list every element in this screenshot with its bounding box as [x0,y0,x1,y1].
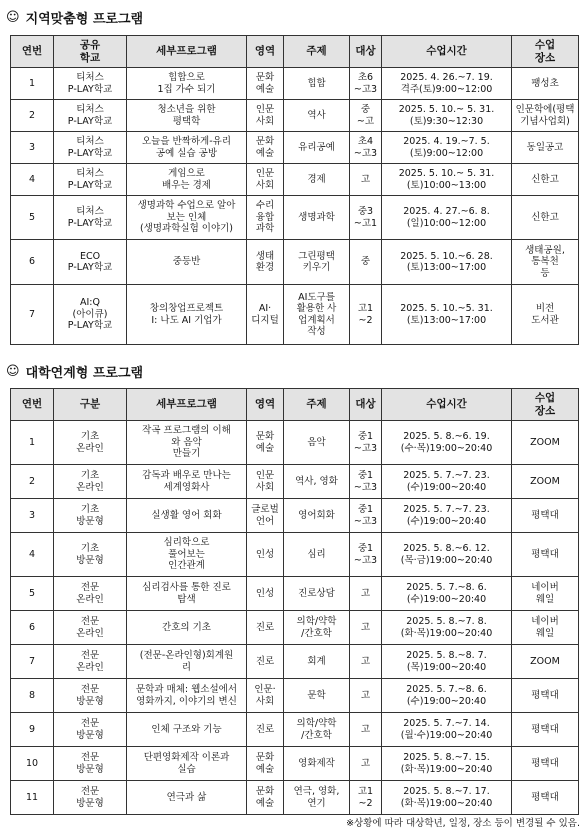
cell-no: 11 [11,781,54,815]
cell-place: 평택대 [512,747,579,781]
cell-group: 티처스 P-LAY학교 [54,132,127,164]
header-place: 수업 장소 [512,389,579,421]
cell-no: 2 [11,100,54,132]
table-row [11,421,579,465]
cell-target: 중3 ~고1 [350,196,382,240]
cell-program: 힙합으로 1집 가수 되기 [127,68,247,100]
cell-program: 감독과 배우로 만나는 세계영화사 [127,465,247,499]
table-row [11,499,579,533]
cell-place: 비전 도서관 [512,285,579,345]
table-row [11,196,579,240]
cell-time: 2025. 5. 8.~6. 12. (목·금)19:00~20:40 [382,533,512,577]
cell-topic: 유리공예 [284,132,350,164]
cell-topic: 문학 [284,679,350,713]
table-row [11,713,579,747]
cell-no: 6 [11,611,54,645]
table-row [11,533,579,577]
cell-no: 4 [11,533,54,577]
cell-topic: 역사, 영화 [284,465,350,499]
table-header-row [11,36,579,68]
header-group: 공유 학교 [54,36,127,68]
cell-area: 생태 환경 [247,240,284,285]
cell-program: 오늘을 반짝하게-유리 공예 실습 공방 [127,132,247,164]
cell-target: 고1 ~2 [350,781,382,815]
cell-place: ZOOM [512,421,579,465]
cell-place: 신한고 [512,164,579,196]
smiley-icon: ☺ [6,10,20,25]
cell-program: 생명과학 수업으로 알아 보는 인체 (생명과학실험 이야기) [127,196,247,240]
cell-time: 2025. 5. 7.~7. 23. (수)19:00~20:40 [382,499,512,533]
cell-area: 문화 예술 [247,421,284,465]
cell-target: 중 [350,240,382,285]
section-title-university-text: 대학연계형 프로그램 [25,366,144,381]
cell-target: 고 [350,747,382,781]
cell-time: 2025. 5. 10.~5. 31. (토)13:00~17:00 [382,285,512,345]
cell-time: 2025. 4. 27.~6. 8. (일)10:00~12:00 [382,196,512,240]
cell-place: 평택대 [512,679,579,713]
cell-topic: 생명과학 [284,196,350,240]
cell-target: 고 [350,164,382,196]
cell-area: 글로벌 언어 [247,499,284,533]
cell-target: 중 ~고 [350,100,382,132]
cell-time: 2025. 5. 10.~ 5. 31. (토)10:00~13:00 [382,164,512,196]
cell-place: 팽성초 [512,68,579,100]
cell-program: 단편영화제작 이론과 실습 [127,747,247,781]
header-group: 구분 [54,389,127,421]
cell-no: 3 [11,132,54,164]
cell-target: 고 [350,611,382,645]
cell-no: 5 [11,196,54,240]
cell-topic: 영화제작 [284,747,350,781]
cell-area: 인문 사회 [247,164,284,196]
cell-topic: 영어회화 [284,499,350,533]
cell-area: 진로 [247,645,284,679]
cell-topic: 심리 [284,533,350,577]
cell-program: 실생활 영어 회화 [127,499,247,533]
cell-group: ECO P-LAY학교 [54,240,127,285]
header-target: 대상 [350,389,382,421]
cell-area: 문화 예술 [247,781,284,815]
cell-group: 전문 방문형 [54,679,127,713]
cell-program: 인체 구조와 기능 [127,713,247,747]
cell-target: 중1 ~고3 [350,465,382,499]
header-topic: 주제 [284,389,350,421]
cell-target: 초4 ~고3 [350,132,382,164]
cell-program: 게임으로 배우는 경제 [127,164,247,196]
table-row [11,747,579,781]
cell-time: 2025. 5. 8.~8. 7. (목)19:00~20:40 [382,645,512,679]
cell-program: 창의창업프로젝트 I: 나도 AI 기업가 [127,285,247,345]
cell-program: 청소년을 위한 평택학 [127,100,247,132]
cell-place: 신한고 [512,196,579,240]
header-place: 수업 장소 [512,36,579,68]
cell-target: 고 [350,713,382,747]
header-program: 세부프로그램 [127,36,247,68]
cell-group: 전문 방문형 [54,781,127,815]
cell-group: 티처스 P-LAY학교 [54,196,127,240]
cell-topic: 연극, 영화, 연기 [284,781,350,815]
cell-time: 2025. 5. 8.~7. 15. (화·목)19:00~20:40 [382,747,512,781]
cell-group: 전문 온라인 [54,645,127,679]
cell-program: (전문-온라인형)회계원 리 [127,645,247,679]
header-area: 영역 [247,389,284,421]
section-title-local-text: 지역맞춤형 프로그램 [25,12,144,27]
cell-place: ZOOM [512,645,579,679]
cell-time: 2025. 4. 19.~7. 5. (토)9:00~12:00 [382,132,512,164]
table-row [11,240,579,285]
table-row [11,611,579,645]
section-title-local [6,8,143,27]
cell-time: 2025. 5. 7.~8. 6. (수)19:00~20:40 [382,679,512,713]
cell-area: 인성 [247,577,284,611]
cell-target: 고1 ~2 [350,285,382,345]
cell-target: 고 [350,679,382,713]
header-program: 세부프로그램 [127,389,247,421]
cell-area: 문화 예술 [247,132,284,164]
cell-group: 티처스 P-LAY학교 [54,68,127,100]
cell-area: 수리 융합 과학 [247,196,284,240]
cell-topic: 의학/약학 /간호학 [284,611,350,645]
cell-area: 인문· 사회 [247,679,284,713]
cell-time: 2025. 5. 7.~7. 23. (수)19:00~20:40 [382,465,512,499]
cell-place: ZOOM [512,465,579,499]
cell-no: 1 [11,68,54,100]
header-time: 수업시간 [382,36,512,68]
cell-area: 인문 사회 [247,100,284,132]
cell-target: 고 [350,645,382,679]
cell-group: AI:Q (아이큐) P-LAY학교 [54,285,127,345]
cell-program: 연극과 삶 [127,781,247,815]
cell-time: 2025. 5. 10.~6. 28. (토)13:00~17:00 [382,240,512,285]
cell-area: 진로 [247,713,284,747]
cell-program: 중등반 [127,240,247,285]
cell-group: 전문 온라인 [54,577,127,611]
header-topic: 주제 [284,36,350,68]
cell-no: 7 [11,285,54,345]
header-no: 연번 [11,389,54,421]
local-program-table [10,35,579,345]
cell-no: 1 [11,421,54,465]
header-time: 수업시간 [382,389,512,421]
cell-area: AI· 디지털 [247,285,284,345]
table-row [11,679,579,713]
cell-time: 2025. 5. 7.~7. 14. (월·수)19:00~20:40 [382,713,512,747]
cell-target: 초6 ~고3 [350,68,382,100]
cell-place: 네이버 웨일 [512,577,579,611]
table-row [11,164,579,196]
table-row [11,285,579,345]
cell-group: 전문 온라인 [54,611,127,645]
cell-target: 중1 ~고3 [350,499,382,533]
cell-time: 2025. 5. 10.~ 5. 31. (토)9:30~12:30 [382,100,512,132]
cell-program: 문학과 매체: 웹소설에서 영화까지, 이야기의 변신 [127,679,247,713]
cell-place: 동일공고 [512,132,579,164]
cell-no: 8 [11,679,54,713]
table-row [11,68,579,100]
table-header-row [11,389,579,421]
cell-target: 중1 ~고3 [350,533,382,577]
cell-place: 평택대 [512,781,579,815]
cell-topic: 의학/약학 /간호학 [284,713,350,747]
cell-topic: 힙합 [284,68,350,100]
cell-time: 2025. 4. 26.~7. 19. 격주(토)9:00~12:00 [382,68,512,100]
section-title-university [6,362,143,381]
cell-no: 9 [11,713,54,747]
cell-no: 5 [11,577,54,611]
footnote: ※상황에 따라 대상학년, 일정, 장소 등이 변경될 수 있음. [346,818,580,829]
cell-target: 고 [350,577,382,611]
cell-group: 기초 방문형 [54,499,127,533]
cell-no: 3 [11,499,54,533]
university-program-table [10,388,579,815]
cell-no: 7 [11,645,54,679]
cell-place: 평택대 [512,713,579,747]
cell-topic: 역사 [284,100,350,132]
cell-no: 6 [11,240,54,285]
cell-topic: 경제 [284,164,350,196]
cell-program: 심리검사를 통한 진로 탐색 [127,577,247,611]
cell-group: 티처스 P-LAY학교 [54,164,127,196]
cell-program: 심리학으로 풀어보는 인간관계 [127,533,247,577]
table-row [11,465,579,499]
cell-area: 진로 [247,611,284,645]
cell-program: 간호의 기초 [127,611,247,645]
smiley-icon: ☺ [6,364,20,379]
cell-topic: 그린평택 키우기 [284,240,350,285]
cell-program: 작곡 프로그램의 이해 와 음악 만들기 [127,421,247,465]
cell-topic: 음악 [284,421,350,465]
cell-place: 평택대 [512,533,579,577]
cell-group: 기초 온라인 [54,421,127,465]
table-row [11,577,579,611]
cell-area: 문화 예술 [247,747,284,781]
cell-time: 2025. 5. 8.~6. 19. (수·목)19:00~20:40 [382,421,512,465]
cell-area: 문화 예술 [247,68,284,100]
cell-area: 인성 [247,533,284,577]
cell-group: 기초 방문형 [54,533,127,577]
cell-group: 전문 방문형 [54,713,127,747]
cell-place: 평택대 [512,499,579,533]
cell-time: 2025. 5. 8.~7. 8. (화·목)19:00~20:40 [382,611,512,645]
cell-no: 2 [11,465,54,499]
header-target: 대상 [350,36,382,68]
cell-place: 네이버 웨일 [512,611,579,645]
cell-time: 2025. 5. 7.~8. 6. (수)19:00~20:40 [382,577,512,611]
cell-group: 전문 방문형 [54,747,127,781]
cell-place: 인문학에(평택 기념사업회) [512,100,579,132]
cell-no: 10 [11,747,54,781]
table-row [11,781,579,815]
cell-group: 티처스 P-LAY학교 [54,100,127,132]
header-area: 영역 [247,36,284,68]
cell-no: 4 [11,164,54,196]
cell-topic: 진로상담 [284,577,350,611]
table-row [11,645,579,679]
cell-place: 생태공원, 통복천 등 [512,240,579,285]
cell-area: 인문 사회 [247,465,284,499]
cell-topic: AI도구를 활용한 사 업계획서 작성 [284,285,350,345]
cell-topic: 회계 [284,645,350,679]
cell-group: 기초 온라인 [54,465,127,499]
header-no: 연번 [11,36,54,68]
cell-time: 2025. 5. 8.~7. 17. (화·목)19:00~20:40 [382,781,512,815]
table-row [11,100,579,132]
cell-target: 중1 ~고3 [350,421,382,465]
table-row [11,132,579,164]
